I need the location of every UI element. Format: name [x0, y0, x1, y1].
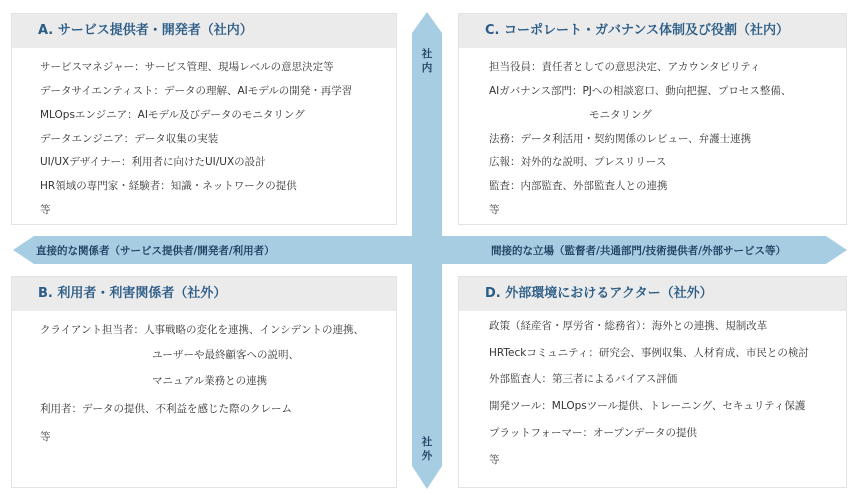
quadrant-a-line: MLOpsエンジニア：AIモデル及びデータのモニタリング [40, 109, 305, 121]
quadrant-a-title: A. サービス提供者・開発者（社内） [12, 14, 396, 48]
quadrant-a-line: HR領域の専門家・経験者：知識・ネットワークの提供 [40, 180, 297, 192]
vertical-axis-arrow [412, 12, 442, 489]
axis-label-direct: 直接的な関係者（サービス提供者/開発者/利用者） [36, 245, 275, 257]
quadrant-d-line: HRTeckコミュニティ：研究会、事例収集、人材育成、市民との検討 [489, 347, 809, 359]
quadrant-d-line: プラットフォーマー：オープンデータの提供 [489, 427, 698, 439]
quadrant-b-line: クライアント担当者：人事戦略の変化を連携、インシデントの連携、 [40, 324, 364, 336]
quadrant-c-line: 監査：内部監査、外部監査人との連携 [489, 180, 668, 192]
quadrant-c-line: AIガバナンス部門：PJへの相談窓口、動向把握、プロセス整備、 [489, 85, 792, 97]
quadrant-a-line: 等 [40, 204, 51, 216]
quadrant-b-line: 利用者：データの提供、不利益を感じた際のクレーム [40, 403, 292, 415]
axis-label-external: 社外 [421, 436, 433, 462]
quadrant-b-line: ユーザーや最終顧客への説明、 [152, 349, 299, 361]
quadrant-a-line: データサイエンティスト：データの理解、AIモデルの開発・再学習 [40, 85, 353, 97]
quadrant-c-line: モニタリング [589, 109, 652, 121]
quadrant-a-line: サービスマネジャー：サービス管理、現場レベルの意思決定等 [40, 61, 334, 73]
quadrant-a-line: データエンジニア：データ収集の実装 [40, 133, 219, 145]
quadrant-d-line: 政策（経産省・厚労省・総務省）：海外との連携、規制改革 [489, 320, 768, 332]
quadrant-b-title: B. 利用者・利害関係者（社外） [12, 277, 396, 311]
quadrant-a-line: UI/UXデザイナー：利用者に向けたUI/UXの設計 [40, 156, 266, 168]
quadrant-d-line: 開発ツール：MLOpsツール提供、トレーニング、セキュリティ保護 [489, 400, 806, 412]
axis-label-indirect: 間接的な立場（監督者/共通部門/技術提供者/外部サービス等） [491, 245, 787, 257]
quadrant-c-title: C. コーポレート・ガバナンス体制及び役割（社内） [459, 14, 846, 48]
quadrant-c-line: 担当役員：責任者としての意思決定、アカウンタビリティ [489, 61, 761, 73]
quadrant-c-line: 広報：対外的な説明、プレスリリース [489, 156, 667, 168]
quadrant-d-line: 外部監査人：第三者によるバイアス評価 [489, 373, 678, 385]
quadrant-d-title: D. 外部環境におけるアクター（社外） [459, 277, 846, 311]
axis-label-internal: 社内 [421, 48, 433, 74]
quadrant-d-line: 等 [489, 454, 500, 466]
quadrant-c-line: 等 [489, 204, 500, 216]
quadrant-c-line: 法務：データ利活用・契約関係のレビュー、弁護士連携 [489, 133, 752, 145]
quadrant-b-line: 等 [40, 431, 51, 443]
quadrant-b-line: マニュアル業務との連携 [152, 375, 268, 387]
